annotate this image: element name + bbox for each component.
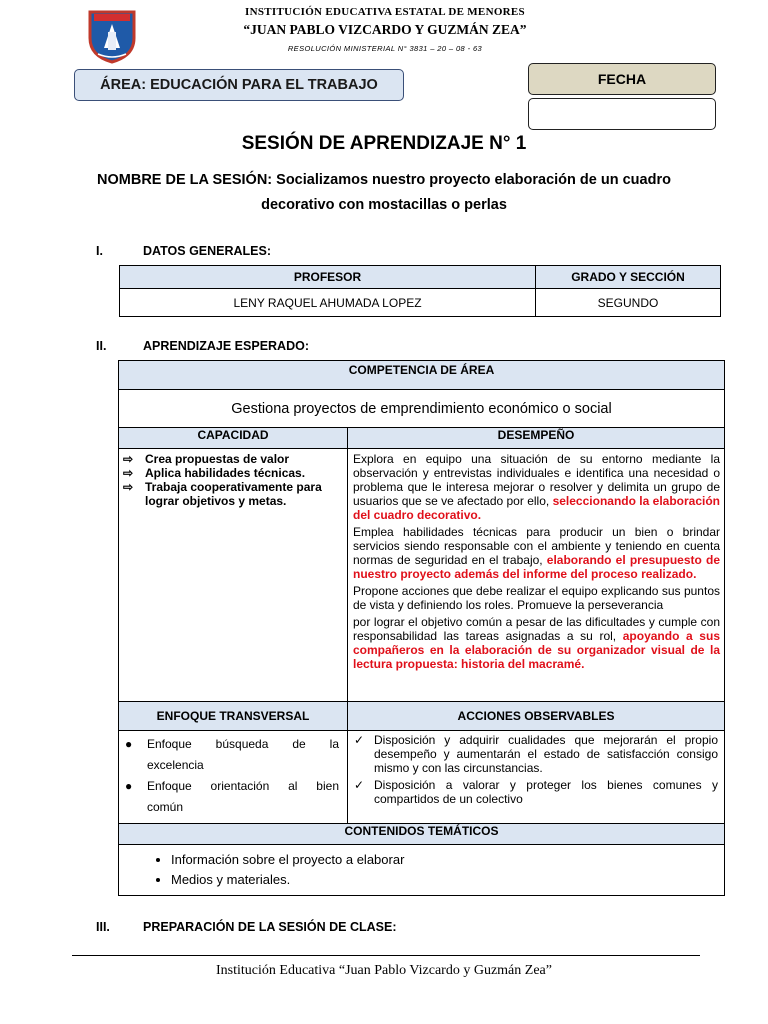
list-item: ⇨ Aplica habilidades técnicas. [123,466,306,480]
capacidad-header: CAPACIDAD [119,428,348,449]
arrow-right-icon: ⇨ [123,480,134,494]
enfoque-list [119,731,347,818]
list-item: excelencia [147,758,204,772]
datos-generales-table [119,265,721,317]
institution-name: INSTITUCIÓN EDUCATIVA ESTATAL DE MENORES [245,6,525,18]
fecha-label: FECHA [597,71,647,87]
page-footer: Institución Educativa “Juan Pablo Vizcardo y Guzmán Zea” [216,963,552,978]
list-item: ● Enfoque orientación al bien [125,776,339,797]
checkmark-icon: ✓ [354,778,365,792]
list-item: • Información sobre el proyecto a elaborar [171,850,724,870]
area-label: ÁREA: EDUCACIÓN PARA EL TRABAJO [100,77,378,93]
contenidos-header: CONTENIDOS TEMÁTICOS [119,824,725,845]
resolution-number: RESOLUCIÓN MINISTERIAL N° 3831 – 20 – 08 - 63 [287,44,483,53]
fecha-label-box [528,63,716,95]
list-item: ⇨ Trabaja cooperativamente para lograr objetivos y metas. [123,480,322,508]
aprendizaje-table [118,360,725,896]
grado-header: GRADO Y SECCIÓN [536,266,721,289]
section-number: I. [96,244,103,258]
list-item: ● Enfoque búsqueda de la [125,734,339,755]
list-item: común [147,800,184,814]
fecha-value-field[interactable] [528,98,716,130]
section-title: PREPARACIÓN DE LA SESIÓN DE CLASE: [143,920,397,934]
acciones-header: ACCIONES OBSERVABLES [348,702,725,731]
list-item: ✓ Disposición y adquirir cualidades que mejorarán el propio desempeño y aumentarán el estado de satisfacción consigo mismo y con las circunstancias. [354,733,718,775]
capacidad-list [119,449,347,508]
acciones-cell [348,731,725,824]
area-box [74,69,404,101]
section-number: II. [96,339,107,353]
page-title: SESIÓN DE APRENDIZAJE N° 1 [241,133,527,154]
section-title: DATOS GENERALES: [143,244,272,258]
bullet-icon: ● [125,779,133,793]
contenidos-cell [119,845,725,896]
contenidos-list [119,845,724,890]
checkmark-icon: ✓ [354,733,365,747]
list-item: • Medios y materiales. [171,870,724,890]
institution-subname: “JUAN PABLO VIZCARDO Y GUZMÁN ZEA” [243,22,527,37]
enfoque-header: ENFOQUE TRANSVERSAL [119,702,348,731]
desempeno-item: Emplea habilidades técnicas para producir un bien o brindar servicios siendo responsable con el ambiente y teniendo en cuenta normas de seguridad en el trabajo, elaborando el presupuesto de nuestro proyecto además del informe del proceso realizado. [353,525,720,581]
school-shield-icon [86,8,138,64]
desempeno-item: por lograr el objetivo común a pesar de las dificultades y cumple con responsabilidad las tareas asignadas a su rol, apoyando a sus compañeros en la elaboración de su organizador visual de la lectura propuesta: historia del macramé. [353,615,720,671]
list-item: ⇨ Crea propuestas de valor [123,452,290,466]
competencia-value: Gestiona proyectos de emprendimiento económico o social [119,390,725,428]
grado-value: SEGUNDO [536,289,721,317]
enfoque-cell [119,731,348,824]
footer-divider [72,955,700,956]
section-title: APRENDIZAJE ESPERADO: [143,339,309,353]
session-name: NOMBRE DE LA SESIÓN: Socializamos nuestro proyecto elaboración de un cuadro decorativo con mostacillas o perlas [97,172,671,213]
competencia-header: COMPETENCIA DE ÁREA [119,361,725,390]
desempeno-cell [348,449,725,702]
desempeno-item: Explora en equipo una situación de su entorno mediante la observación y entrevistas individuales e identifica una necesidad o problema que le interesa mejorar o resolver y delimita un grupo de usuarios que se ve afectado por ello, seleccionando la elaboración del cuadro decorativo. [353,452,720,522]
desempeno-header: DESEMPEÑO [348,428,725,449]
section-number: III. [96,920,110,934]
arrow-right-icon: ⇨ [123,466,134,480]
arrow-right-icon: ⇨ [123,452,134,466]
profesor-value: LENY RAQUEL AHUMADA LOPEZ [120,289,536,317]
desempeno-item: Propone acciones que debe realizar el equipo explicando sus puntos de vista y definiendo los roles. Promueve la perseverancia [353,584,720,612]
acciones-list [348,731,724,806]
bullet-icon: ● [125,737,133,751]
list-item: ✓ Disposición a valorar y proteger los bienes comunes y compartidos de un colectivo [354,778,718,806]
capacidad-cell [119,449,348,702]
profesor-header: PROFESOR [120,266,536,289]
